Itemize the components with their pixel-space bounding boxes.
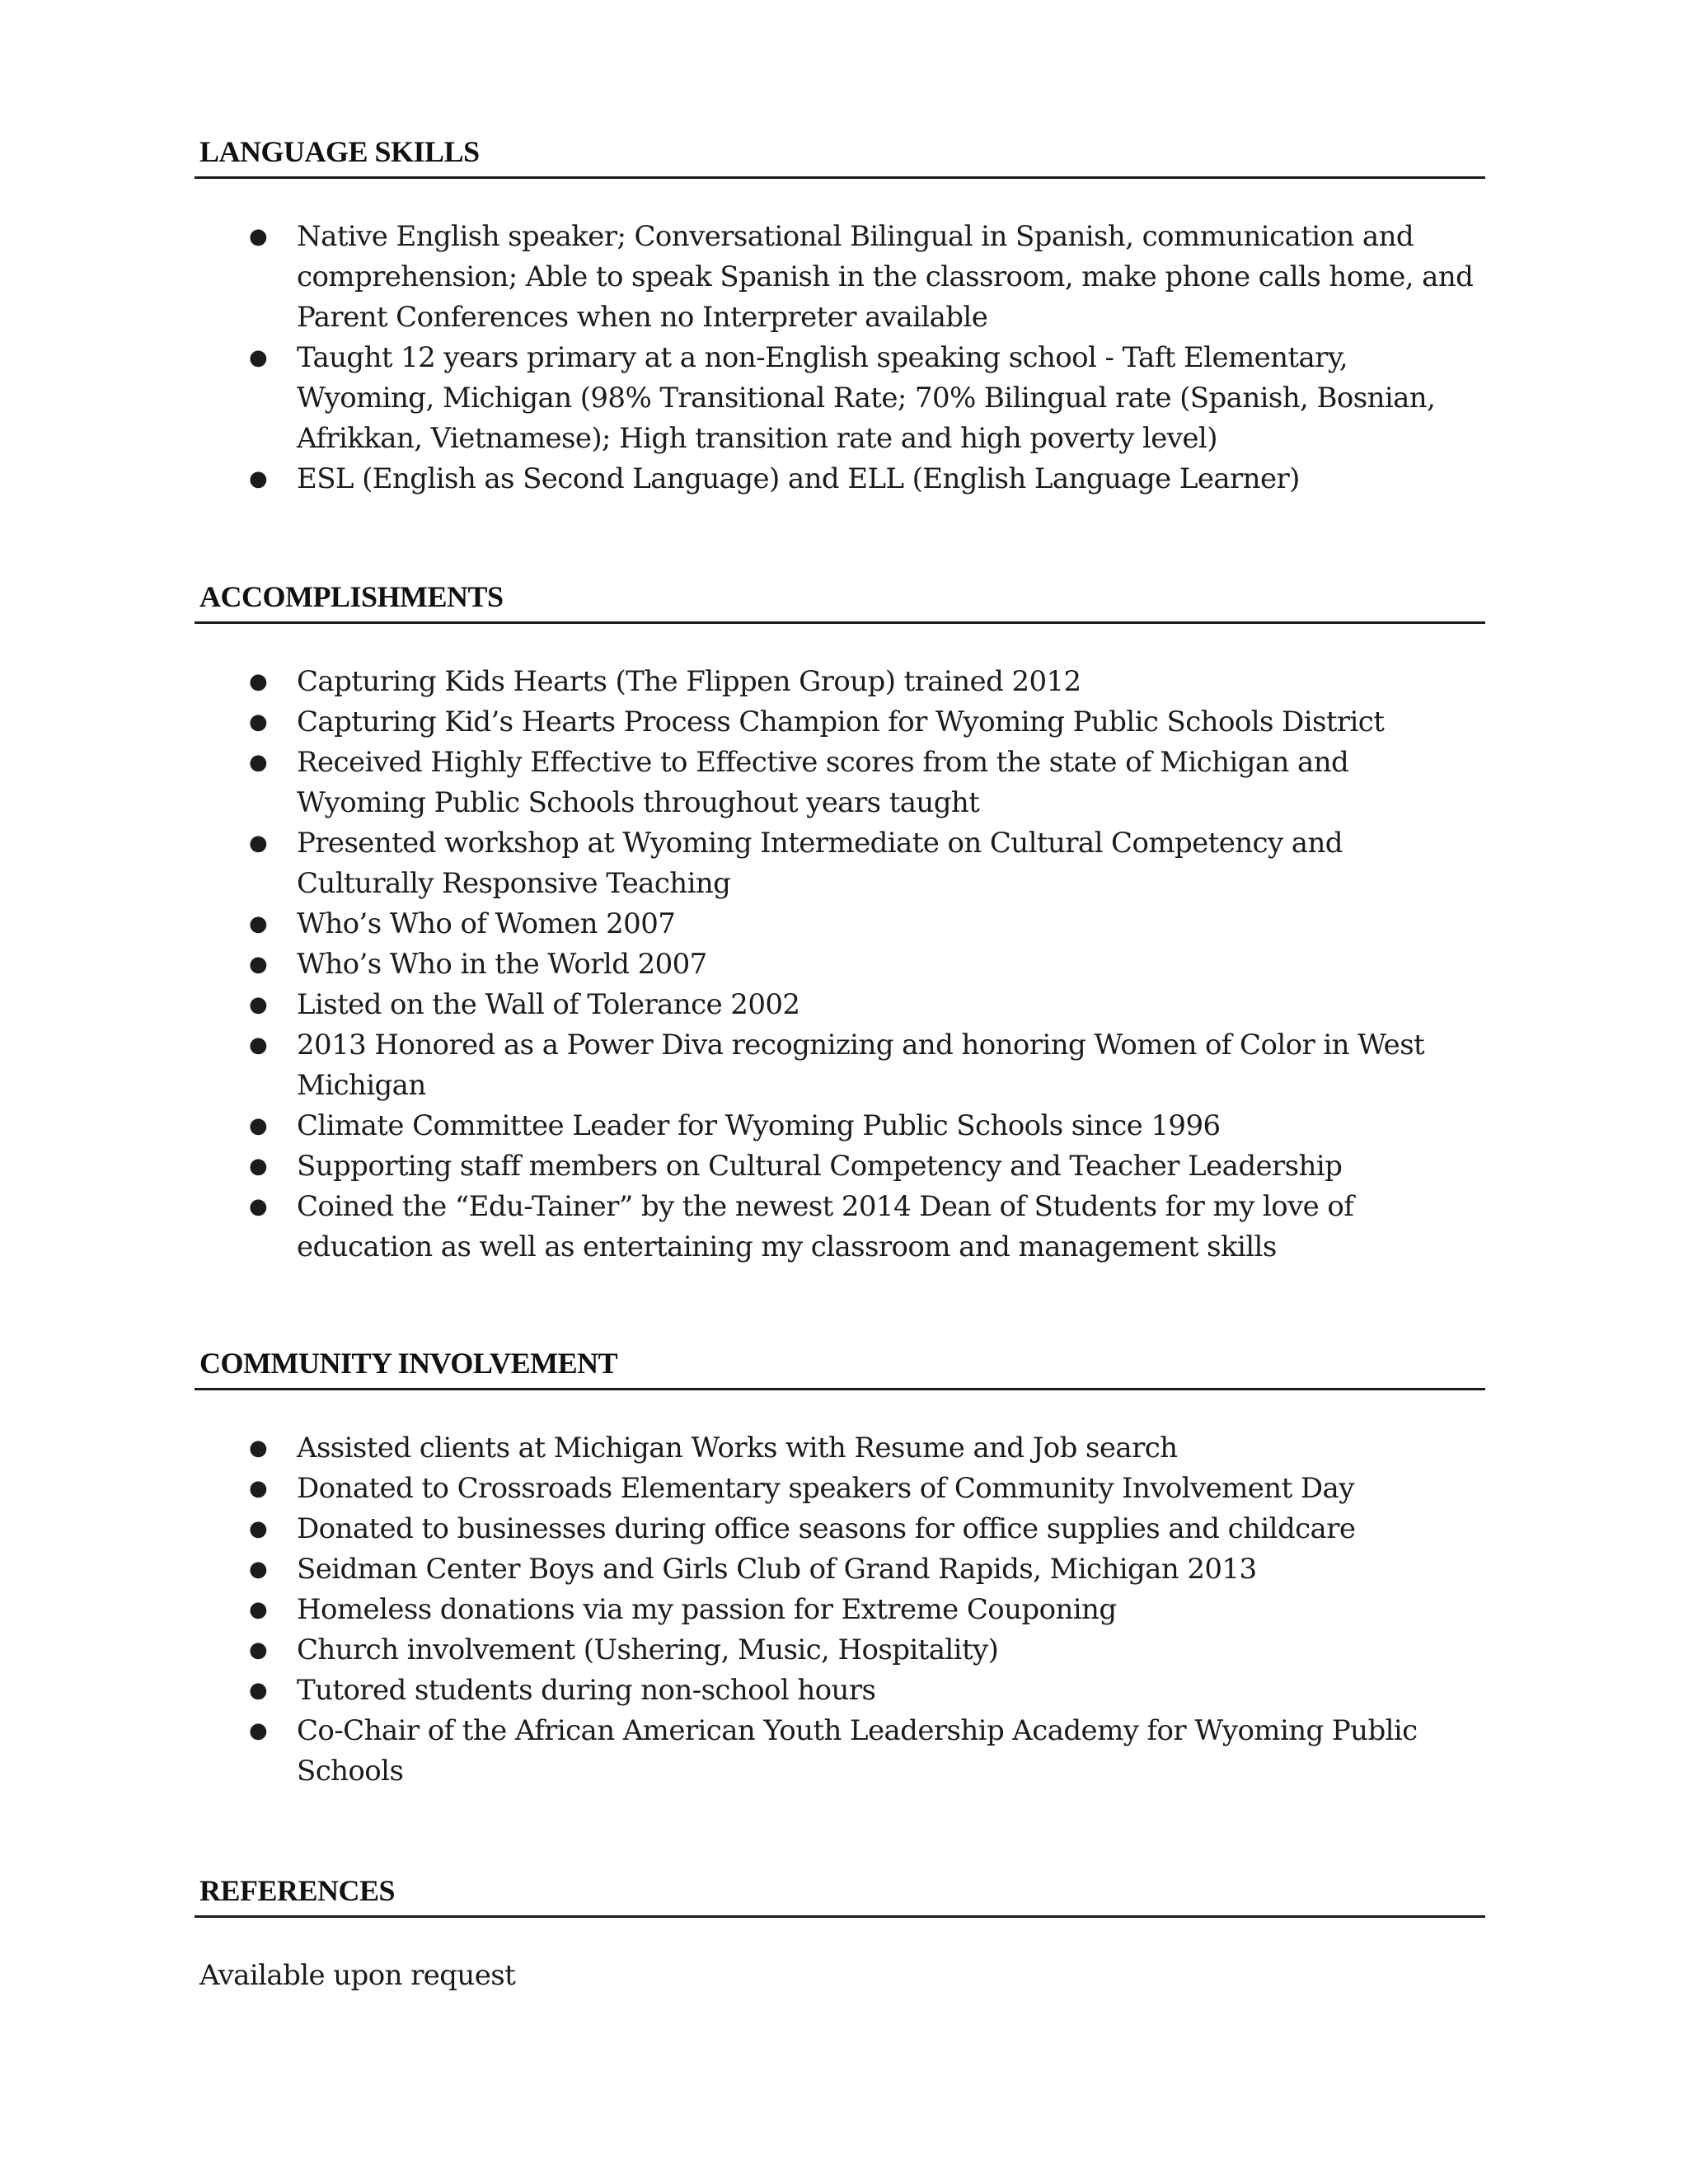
list-item (195, 944, 1484, 985)
list-item (195, 1509, 1484, 1549)
bullet-icon: ● (249, 1476, 268, 1501)
list-item-text: Coined the “Edu-Tainer” by the newest 2014 Dean of Students for my love of education as well as entertaining my classroom and management skills (297, 1190, 1354, 1263)
language-skills-section (195, 134, 1485, 499)
list-item-text: Who’s Who in the World 2007 (297, 948, 707, 981)
bullet-icon: ● (249, 1113, 268, 1138)
list-item-text: Homeless donations via my passion for Extreme Couponing (297, 1593, 1117, 1626)
list-item (195, 985, 1484, 1025)
bullet-icon: ● (249, 1678, 268, 1703)
list-item (195, 338, 1484, 459)
list-item (195, 1711, 1484, 1792)
bullet-icon: ● (249, 466, 268, 491)
bullet-icon: ● (249, 1194, 268, 1219)
list-item-text: Climate Committee Leader for Wyoming Public Schools since 1996 (297, 1109, 1221, 1142)
list-item (195, 1630, 1484, 1671)
bullet-icon: ● (249, 1557, 268, 1582)
bullet-icon: ● (249, 992, 268, 1017)
bullet-icon: ● (249, 1033, 268, 1057)
bullet-icon: ● (249, 952, 268, 977)
community-involvement-section (195, 1345, 1485, 1792)
bullet-icon: ● (249, 1597, 268, 1622)
list-item-text: Taught 12 years primary at a non-English speaking school - Taft Elementary, Wyoming, Michigan (98% Transitional Rate; 70% Bilingual rate (Spanish, Bosnian, Afrikkan, Vietnamese); High transition rate and high poverty level) (297, 341, 1436, 455)
list-item (195, 1671, 1484, 1711)
list-item (195, 1590, 1484, 1630)
list-item (195, 1025, 1484, 1106)
list-item (195, 823, 1484, 904)
references-section (195, 1872, 1485, 1996)
list-item (195, 743, 1484, 823)
section-heading-community-involvement: COMMUNITY INVOLVEMENT (195, 1345, 1485, 1390)
list-item-text: Donated to businesses during office seasons for office supplies and childcare (297, 1512, 1356, 1545)
accomplishments-section (195, 579, 1485, 1268)
references-text: Available upon request (199, 1959, 516, 1992)
bullet-icon: ● (249, 669, 268, 694)
list-item (195, 662, 1484, 702)
bullet-icon: ● (249, 1436, 268, 1460)
section-heading-language-skills: LANGUAGE SKILLS (195, 134, 1485, 179)
list-item (195, 1428, 1484, 1469)
list-item-text: Who’s Who of Women 2007 (297, 907, 676, 940)
list-item (195, 459, 1484, 499)
bullet-icon: ● (249, 1718, 268, 1743)
bullet-icon: ● (249, 1516, 268, 1541)
list-item-text: Capturing Kid’s Hearts Process Champion for Wyoming Public Schools District (297, 705, 1385, 738)
language-skills-list (195, 217, 1485, 499)
section-heading-accomplishments: ACCOMPLISHMENTS (195, 579, 1485, 624)
community-involvement-list (195, 1428, 1485, 1792)
list-item-text: 2013 Honored as a Power Diva recognizing and honoring Women of Color in West Michigan (297, 1029, 1425, 1102)
list-item (195, 1469, 1484, 1509)
list-item-text: Capturing Kids Hearts (The Flippen Group) trained 2012 (297, 665, 1081, 698)
bullet-icon: ● (249, 1154, 268, 1179)
bullet-icon: ● (249, 345, 268, 370)
accomplishments-list (195, 662, 1485, 1268)
list-item (195, 1549, 1484, 1590)
bullet-icon: ● (249, 224, 268, 249)
list-item (195, 702, 1484, 743)
list-item-text: Co-Chair of the African American Youth Leadership Academy for Wyoming Public Schools (297, 1714, 1418, 1788)
list-item-text: Assisted clients at Michigan Works with Resume and Job search (297, 1432, 1178, 1465)
list-item (195, 217, 1484, 338)
list-item-text: ESL (English as Second Language) and ELL (English Language Learner) (297, 462, 1300, 495)
bullet-icon: ● (249, 831, 268, 855)
list-item (195, 1187, 1484, 1268)
list-item-text: Listed on the Wall of Tolerance 2002 (297, 988, 800, 1021)
list-item-text: Seidman Center Boys and Girls Club of Grand Rapids, Michigan 2013 (297, 1553, 1257, 1586)
bullet-icon: ● (249, 1638, 268, 1662)
list-item-text: Received Highly Effective to Effective scores from the state of Michigan and Wyoming Public Schools throughout years taught (297, 746, 1349, 819)
bullet-icon: ● (249, 750, 268, 775)
list-item (195, 904, 1484, 944)
section-heading-references: REFERENCES (195, 1872, 1485, 1918)
bullet-icon: ● (249, 710, 268, 734)
list-item (195, 1106, 1484, 1146)
list-item-text: Presented workshop at Wyoming Intermediate on Cultural Competency and Culturally Responsive Teaching (297, 827, 1343, 900)
list-item-text: Tutored students during non-school hours (297, 1674, 876, 1707)
list-item-text: Donated to Crossroads Elementary speakers of Community Involvement Day (297, 1472, 1354, 1505)
list-item (195, 1146, 1484, 1187)
bullet-icon: ● (249, 912, 268, 936)
list-item-text: Supporting staff members on Cultural Competency and Teacher Leadership (297, 1150, 1343, 1183)
list-item-text: Native English speaker; Conversational Bilingual in Spanish, communication and comprehension; Able to speak Spanish in the classroom, make phone calls home, and Parent Conferences when no Interpreter available (297, 220, 1474, 334)
list-item-text: Church involvement (Ushering, Music, Hospitality) (297, 1633, 999, 1666)
